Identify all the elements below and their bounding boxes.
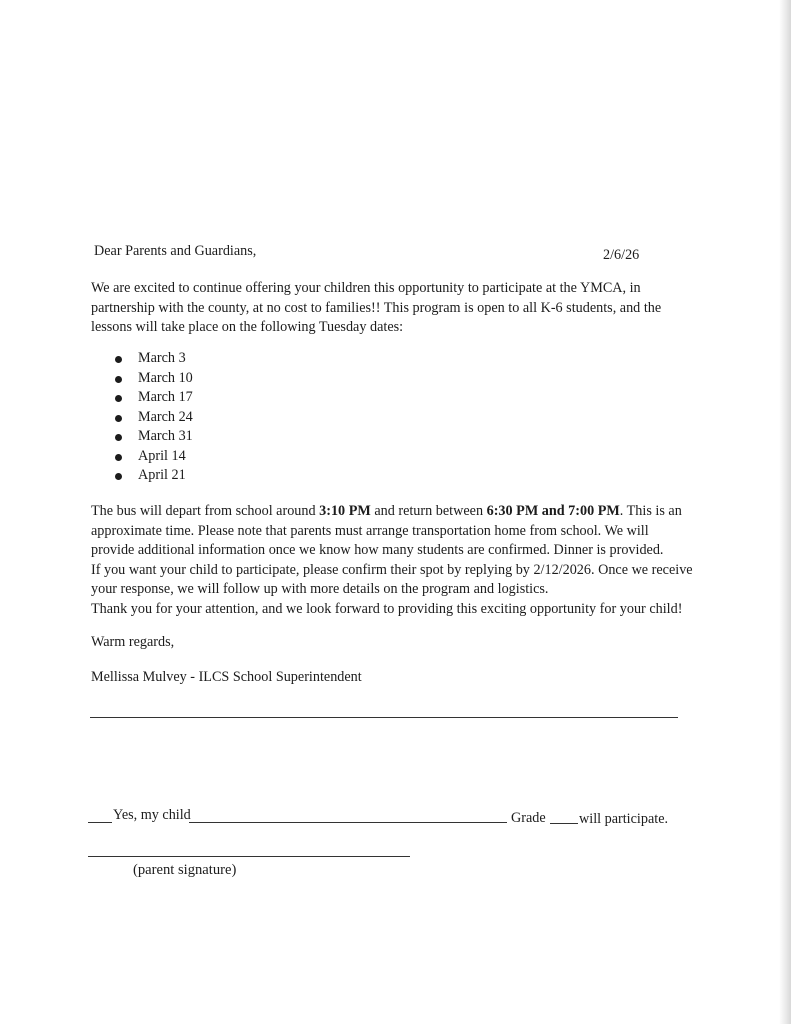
bus-text: and return between bbox=[370, 503, 487, 519]
yes-label: Yes, my child bbox=[113, 807, 191, 823]
intro-paragraph bbox=[91, 279, 701, 338]
body-line: provide additional information once we know how many students are confirmed. Dinner is provided. bbox=[91, 542, 664, 558]
intro-line: partnership with the county, at no cost to families!! This program is open to all K-6 students, and the bbox=[91, 299, 662, 316]
return-time: 6:30 PM and 7:00 PM bbox=[486, 503, 620, 519]
closing: Warm regards, bbox=[91, 634, 175, 650]
letter-date: 2/6/26 bbox=[603, 247, 640, 263]
participate-label: will participate. bbox=[579, 811, 669, 827]
list-item bbox=[113, 369, 193, 389]
body-line: Thank you for your attention, and we look forward to providing this exciting opportunity for your child! bbox=[91, 600, 683, 617]
list-item bbox=[113, 427, 193, 447]
date-item: March 31 bbox=[138, 428, 193, 444]
child-name-blank[interactable] bbox=[189, 822, 507, 823]
date-item: April 21 bbox=[138, 467, 186, 483]
date-item: March 10 bbox=[138, 369, 193, 386]
depart-time: 3:10 PM bbox=[319, 503, 371, 519]
list-item bbox=[113, 447, 193, 467]
tuesday-dates-list bbox=[113, 349, 193, 486]
yes-checkbox-blank[interactable] bbox=[88, 822, 112, 823]
body-line: If you want your child to participate, please confirm their spot by replying by 2/12/2026. Once we receive bbox=[91, 561, 693, 578]
details-paragraph bbox=[91, 502, 731, 619]
cut-line bbox=[90, 717, 678, 718]
parent-signature-blank[interactable] bbox=[88, 856, 410, 857]
intro-line: We are excited to continue offering your children this opportunity to participate at the YMCA, in bbox=[91, 280, 641, 296]
body-line: your response, we will follow up with more details on the program and logistics. bbox=[91, 581, 549, 597]
signature-label: (parent signature) bbox=[133, 862, 237, 878]
signer: Mellissa Mulvey - ILCS School Superintendent bbox=[91, 669, 362, 685]
bullet-icon bbox=[115, 356, 122, 363]
bullet-icon bbox=[115, 454, 122, 461]
date-item: March 3 bbox=[138, 350, 186, 366]
bullet-icon bbox=[115, 434, 122, 441]
bus-text: . This is an bbox=[619, 503, 682, 519]
bullet-icon bbox=[115, 415, 122, 422]
salutation: Dear Parents and Guardians, bbox=[94, 243, 257, 259]
bullet-icon bbox=[115, 473, 122, 480]
bullet-icon bbox=[115, 376, 122, 383]
list-item bbox=[113, 349, 193, 369]
date-item: March 24 bbox=[138, 408, 193, 425]
grade-label: Grade bbox=[511, 810, 546, 826]
list-item bbox=[113, 466, 193, 486]
date-item: April 14 bbox=[138, 447, 186, 464]
date-item: March 17 bbox=[138, 389, 193, 405]
bus-line bbox=[91, 502, 731, 522]
list-item bbox=[113, 388, 193, 408]
page-edge-shadow bbox=[779, 0, 791, 1024]
bus-text: The bus will depart from school around bbox=[91, 503, 320, 519]
body-line: approximate time. Please note that parents must arrange transportation home from school. We will bbox=[91, 522, 649, 539]
list-item bbox=[113, 408, 193, 428]
bullet-icon bbox=[115, 395, 122, 402]
grade-blank[interactable] bbox=[550, 823, 578, 824]
intro-line: lessons will take place on the following Tuesday dates: bbox=[91, 319, 404, 335]
